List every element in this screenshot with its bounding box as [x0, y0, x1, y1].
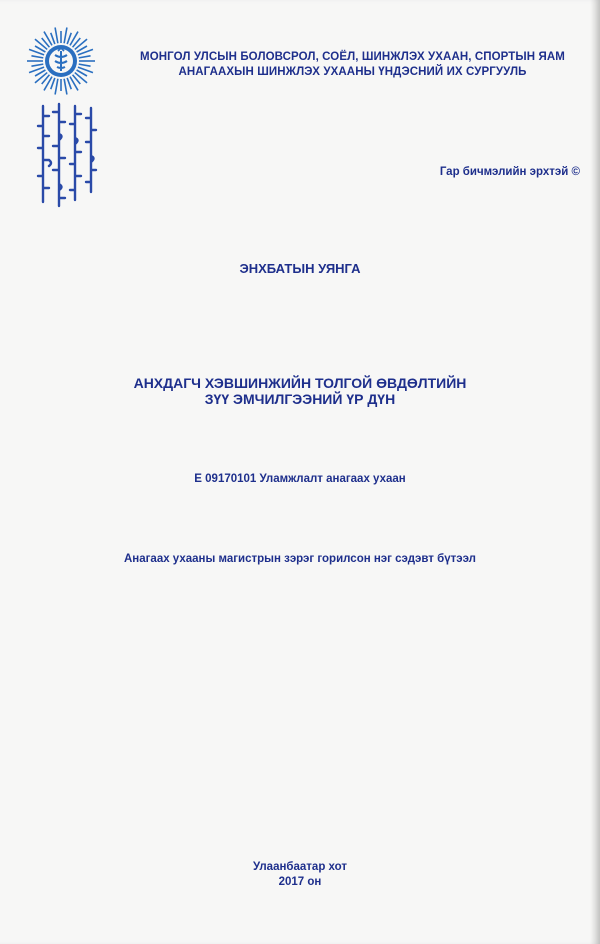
thesis-title [60, 375, 540, 407]
author-name: ЭНХБАТЫН УЯНГА [239, 261, 361, 276]
place-and-year [0, 860, 600, 890]
city: Улаанбаатар хот [252, 861, 348, 873]
copyright-notice: Гар бичмэлийн эрхтэй © [439, 166, 580, 178]
university-emblem-icon [25, 25, 97, 97]
page-edge-shadow [590, 0, 600, 944]
university-name: АНАГААХЫН ШИНЖЛЭХ УХААНЫ ҮНДЭСНИЙ ИХ СУРГУУЛЬ [178, 66, 527, 78]
mongol-script-name [33, 102, 103, 212]
ministry-name: МОНГОЛ УЛСЫН БОЛОВСРОЛ, СОЁЛ, ШИНЖЛЭХ УХААН, СПОРТЫН ЯАМ [140, 51, 565, 63]
year: 2017 он [278, 876, 322, 888]
thesis-title-line-2: ЗҮҮ ЭМЧИЛГЭЭНИЙ ҮР ДҮН [204, 391, 396, 407]
thesis-title-line-1: АНХДАГЧ ХЭВШИНЖИЙН ТОЛГОЙ ӨВДӨЛТИЙН [133, 375, 467, 391]
institution-header [115, 50, 590, 80]
degree-statement: Анагаах ухааны магистрын зэрэг горилсон нэг сэдэвт бүтээл [123, 553, 476, 565]
specialty-code: Е 09170101 Уламжлалт анагаах ухаан [194, 473, 406, 485]
